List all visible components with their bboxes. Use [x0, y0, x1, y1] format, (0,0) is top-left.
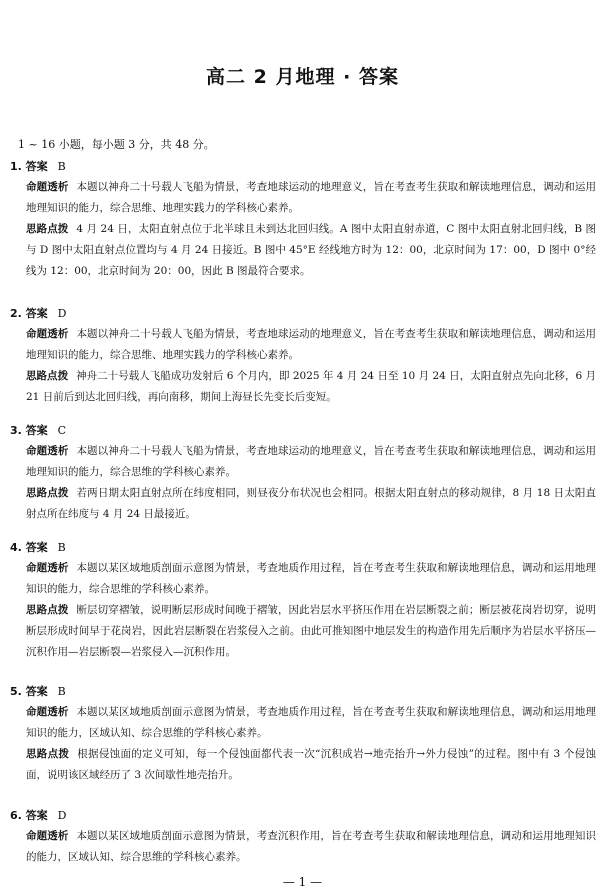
analysis-paragraph — [10, 177, 596, 219]
question-header — [10, 681, 596, 702]
question-block-3 — [10, 420, 596, 525]
section-header: 1 ~ 16 小题，每小题 3 分，共 48 分。 — [18, 138, 215, 151]
hint-paragraph — [10, 600, 596, 663]
question-header — [10, 303, 596, 324]
hint-label: 思路点拨 — [26, 223, 69, 235]
analysis-label: 命题透析 — [26, 830, 69, 842]
question-block-5 — [10, 681, 596, 786]
hint-label: 思路点拨 — [26, 604, 69, 616]
question-header — [10, 537, 596, 558]
analysis-paragraph — [10, 558, 596, 600]
question-number: 2. 答案 — [10, 307, 48, 320]
hint-label: 思路点拨 — [26, 370, 69, 382]
question-block-4 — [10, 537, 596, 663]
analysis-label: 命题透析 — [26, 445, 69, 457]
analysis-text: 本题以某区域地质剖面示意图为情景，考查沉积作用，旨在考查考生获取和解读地理信息，调动和运用地理知识的能力，区域认知、综合思维的学科核心素养。 — [26, 830, 597, 863]
analysis-text: 本题以神舟二十号载人飞船为情景，考查地球运动的地理意义，旨在考查考生获取和解读地理信息，调动和运用地理知识的能力，综合思维的学科核心素养。 — [26, 445, 597, 478]
question-header — [10, 805, 596, 826]
question-answer: B — [57, 541, 66, 554]
hint-paragraph — [10, 219, 596, 282]
analysis-paragraph — [10, 826, 596, 868]
analysis-label: 命题透析 — [26, 706, 69, 718]
analysis-paragraph — [10, 441, 596, 483]
analysis-label: 命题透析 — [26, 562, 69, 574]
hint-text: 若两日期太阳直射点所在纬度相同，则昼夜分布状况也会相同。根据太阳直射点的移动规律，8 月 18 日太阳直射点所在纬度与 4 月 24 日最接近。 — [26, 487, 597, 520]
question-answer: D — [57, 307, 67, 320]
question-number: 5. 答案 — [10, 685, 48, 698]
hint-text: 根据侵蚀面的定义可知，每一个侵蚀面都代表一次“沉积成岩→地壳抬升→外力侵蚀”的过程。图中有 3 个侵蚀面，说明该区域经历了 3 次间歇性地壳抬升。 — [26, 748, 597, 781]
hint-text: 断层切穿褶皱，说明断层形成时间晚于褶皱，因此岩层水平挤压作用在岩层断裂之前；断层被花岗岩切穿，说明断层形成时间早于花岗岩，因此岩层断裂在岩浆侵入之前。由此可推知图中地层发生的构造作用先后顺序为岩层水平挤压—沉积作用—岩层断裂—岩浆侵入—沉积作用。 — [26, 604, 597, 658]
question-answer: C — [57, 424, 67, 437]
question-answer: B — [57, 160, 66, 173]
analysis-text: 本题以某区域地质剖面示意图为情景，考查地质作用过程，旨在考查考生获取和解读地理信息，调动和运用地理知识的能力，综合思维的学科核心素养。 — [26, 562, 597, 595]
analysis-label: 命题透析 — [26, 181, 69, 193]
question-block-6 — [10, 805, 596, 868]
page-title: 高二 2 月地理 · 答案 — [206, 66, 399, 88]
question-number: 1. 答案 — [10, 160, 48, 173]
hint-paragraph — [10, 366, 596, 408]
hint-text: 4 月 24 日，太阳直射点位于北半球且未到达北回归线。A 图中太阳直射赤道，C 图中太阳直射北回归线，B 图与 D 图中太阳直射点位置均与 4 月 24 日接近。B 图中 45°E 经线地方时为 12：00，北京时间为 17：00，D 图中 0°经线为 12：00，北京时间为 20：00，因此 B 图最符合要求。 — [26, 223, 597, 277]
analysis-text: 本题以神舟二十号载人飞船为情景，考查地球运动的地理意义，旨在考查考生获取和解读地理信息，调动和运用地理知识的能力，综合思维、地理实践力的学科核心素养。 — [26, 328, 597, 361]
analysis-text: 本题以某区域地质剖面示意图为情景，考查地质作用过程，旨在考查考生获取和解读地理信息，调动和运用地理知识的能力，区域认知、综合思维的学科核心素养。 — [26, 706, 597, 739]
question-answer: D — [57, 809, 67, 822]
analysis-paragraph — [10, 324, 596, 366]
analysis-text: 本题以神舟二十号载人飞船为情景，考查地球运动的地理意义，旨在考查考生获取和解读地理信息，调动和运用地理知识的能力，综合思维、地理实践力的学科核心素养。 — [26, 181, 597, 214]
question-number: 6. 答案 — [10, 809, 48, 822]
question-block-2 — [10, 303, 596, 408]
hint-label: 思路点拨 — [26, 748, 70, 760]
hint-paragraph — [10, 744, 596, 786]
question-number: 3. 答案 — [10, 424, 48, 437]
question-block-1 — [10, 156, 596, 282]
question-header — [10, 420, 596, 441]
analysis-label: 命题透析 — [26, 328, 69, 340]
hint-paragraph — [10, 483, 596, 525]
hint-label: 思路点拨 — [26, 487, 69, 499]
question-answer: B — [57, 685, 66, 698]
question-number: 4. 答案 — [10, 541, 48, 554]
question-header — [10, 156, 596, 177]
page-number: — 1 — — [282, 875, 323, 889]
hint-text: 神舟二十号载人飞船成功发射后 6 个月内，即 2025 年 4 月 24 日至 10 月 24 日，太阳直射点先向北移，6 月 21 日前后到达北回归线，再向南移，期间上海昼长先变长后变短。 — [26, 370, 597, 403]
analysis-paragraph — [10, 702, 596, 744]
